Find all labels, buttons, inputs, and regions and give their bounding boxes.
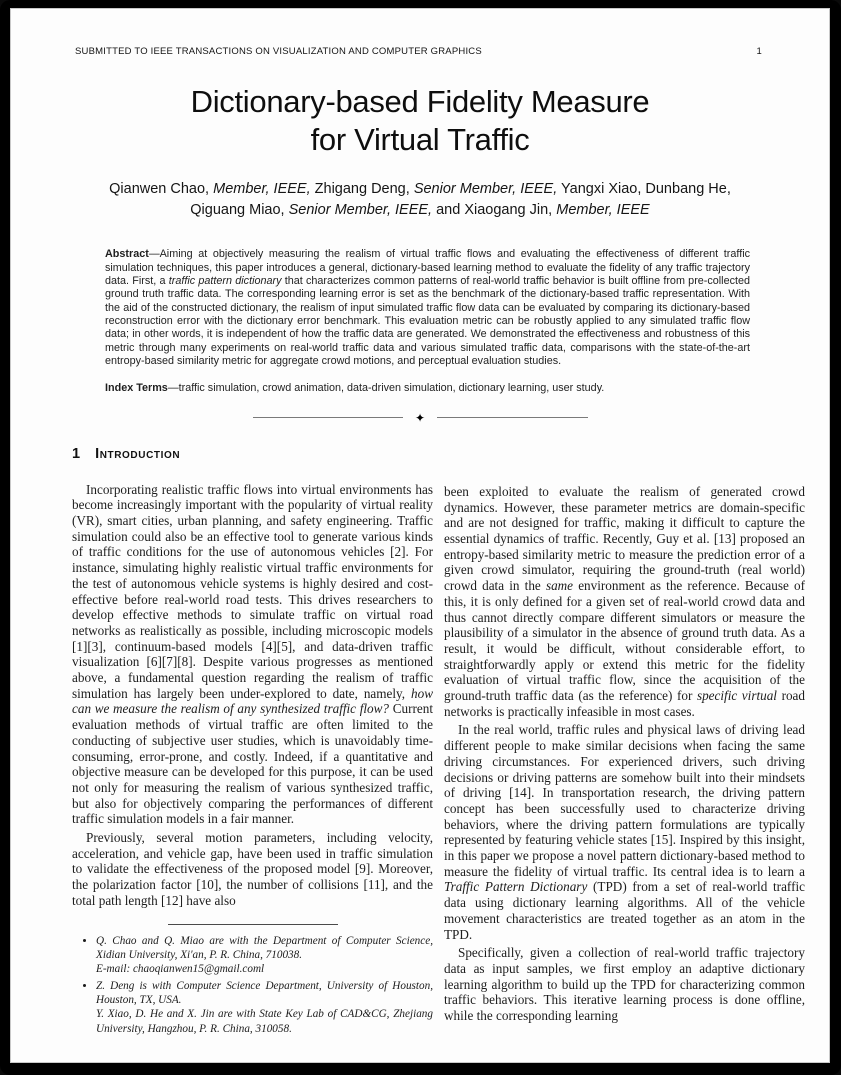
index-terms: Index Terms—traffic simulation, crowd animation, data-driven simulation, dictionary learning, user study. [105, 381, 605, 394]
abstract-paragraph: Abstract—Aiming at objectively measuring the realism of virtual traffic flows and evaluating the effectiveness of different traffic simulation techniques, this paper introduces a general, dictionary-based learning method to evaluate the fidelity of any traffic trajectory data. First, a traffic pattern dictionary that characterizes common patterns of real-world traffic behavior is built offline from pre-collected ground truth traffic data. The corresponding learning error is set as the benchmark of the dictionary-based traffic representation. With the aid of the constructed dictionary, the realism of input simulated traffic flow data can be evaluated by comparing its dictionary-based reconstruction error with the dictionary error benchmark. This evaluation metric can be robustly applied to any simulated traffic flow data; in other words, it is independent of how the traffic data are generated. We demonstrated the effectiveness and robustness of this metric through many experiments on real-world traffic data and various simulated traffic data, comparisons with the state-of-the-art entropy-based similarity metric for aggregate crowd motions, and perceptual evaluation studies. [105, 248, 750, 368]
page-number: 1 [756, 46, 762, 57]
left-column [72, 447, 433, 1038]
section-title: Introduction [95, 445, 181, 462]
footnote-rule [168, 924, 338, 925]
footnote-item [96, 979, 433, 1036]
footnote-line: • Z. Deng is with Computer Science Department, University of Houston, Houston, TX, USA. [96, 979, 433, 1006]
footnote-line: E-mail: chaoqianwen15@gmail.coml [96, 963, 265, 976]
diamond-ornament-icon: ✦ [414, 410, 426, 425]
section-divider [253, 412, 588, 424]
paper-page [10, 8, 830, 1063]
divider-rule-right [437, 417, 587, 418]
footnote-line: Y. Xiao, D. He and X. Jin are with State Key Lab of CAD&CG, Zhejiang University, Hangzhou, P. R. China, 310058. [96, 1008, 433, 1035]
footnote-line: • Q. Chao and Q. Miao are with the Department of Computer Science, Xidian University, Xi'an, P. R. China, 710038. [96, 934, 433, 961]
body-paragraph: been exploited to evaluate the realism of generated crowd dynamics. However, these parameter metrics are domain-specific and are not designed for traffic, making it difficult to capture the essential dynamics of traffic. Recently, Guy et al. [13] proposed an entropy-based similarity metric to measure the prediction error of a given crowd simulator, requiring the ground-truth (real world) crowd data in the same environment as the reference. Because of this, it is only defined for a given set of real-world crowd data and thus cannot directly compare different simulators or measure the plausibility of a simulator in the absence of ground truth data. As a result, it would be difficult, without considerable effort, to straightforwardly apply or extend this metric for the fidelity evaluation of virtual traffic flow, since the acquisition of the ground-truth traffic data (as the reference) for specific virtual road networks is practically infeasible in most cases. [444, 483, 806, 719]
running-header [75, 46, 762, 57]
divider-rule-left [253, 417, 403, 418]
body-paragraph: Incorporating realistic traffic flows into virtual environments has become increasingly important with the popularity of virtual reality (VR), smart cities, urban planning, and safety engineering. Traffic simulation could also be an effective tool to generate various kinds of traffic conditions for the use of autonomous vehicles [2]. For instance, simulating highly realistic virtual traffic environments for the test of autonomous vehicle systems is highly desired and cost-effective before real-world road tests. This drives researchers to develop effective methods to simulate traffic on virtual road networks as realistically as possible, including microscopic models [1][3], continuum-based models [4][5], and data-driven traffic visualization [6][7][8]. Despite various progresses as mentioned above, a fundamental question regarding the realism of traffic simulation has largely been under-explored to date, namely, how can we measure the realism of any synthesized traffic flow? Current evaluation methods of virtual traffic are often limited to the conducting of subjective user studies, which is unavoidably time-consuming, error-prone, and costly. Indeed, if a quantitative and objective measure can be developed for this purpose, it can be used not only for measuring the realism of various synthesized traffic, but also for objectively comparing the performances of different traffic simulation models in a fair manner. [72, 481, 433, 827]
body-paragraph: Specifically, given a collection of real-world traffic trajectory data as input samples, we first employ an adaptive dictionary learning algorithm to build up the TPD for characterizing common traffic behaviors. This iterative learning process is done offline, while the corresponding learning [444, 945, 805, 1024]
body-paragraph: In the real world, traffic rules and physical laws of driving lead different people to make similar decisions when facing the same driving circumstances. For experienced drivers, such driving decisions or driving patterns are somehow built into their mindsets of driving [14]. In transportation research, the driving pattern concept has been successfully used to characterize driving behaviors, where the driving pattern formulations are typically represented by featuring vehicle states [15]. Inspired by this insight, in this paper we propose a novel pattern dictionary-based method to measure the fidelity of virtual traffic. Its central idea is to learn a Traffic Pattern Dictionary (TPD) from a set of real-world traffic data using dictionary learning algorithms. All of the vehicle movement characteristics are treated together as an atom in the TPD. [444, 722, 805, 942]
right-column [444, 447, 805, 1038]
paper-title-line-1: Dictionary-based Fidelity Measure [190, 84, 650, 119]
author-affiliation-footnotes [72, 934, 433, 1036]
paper-title [50, 83, 790, 159]
body-paragraph: Previously, several motion parameters, including velocity, acceleration, and vehicle gap, have been used in traffic simulation to validate the effectiveness of the proposed model [9]. Moreover, the polarization factor [10], the number of collisions [11], and the total path length [12] have also [72, 830, 433, 908]
author-line-2: Qiguang Miao, Senior Member, IEEE, and Xiaogang Jin, Member, IEEE [190, 202, 650, 219]
footnote-item [96, 934, 433, 977]
two-column-body [72, 447, 805, 1038]
section-heading-introduction [72, 447, 433, 463]
author-line-1: Qianwen Chao, Member, IEEE, Zhigang Deng, Senior Member, IEEE, Yangxi Xiao, Dunbang He, [109, 180, 731, 197]
section-number: 1 [72, 445, 81, 462]
paper-title-line-2: for Virtual Traffic [310, 121, 530, 157]
author-list [10, 179, 830, 223]
running-header-text: SUBMITTED TO IEEE TRANSACTIONS ON VISUALIZATION AND COMPUTER GRAPHICS [75, 46, 482, 57]
